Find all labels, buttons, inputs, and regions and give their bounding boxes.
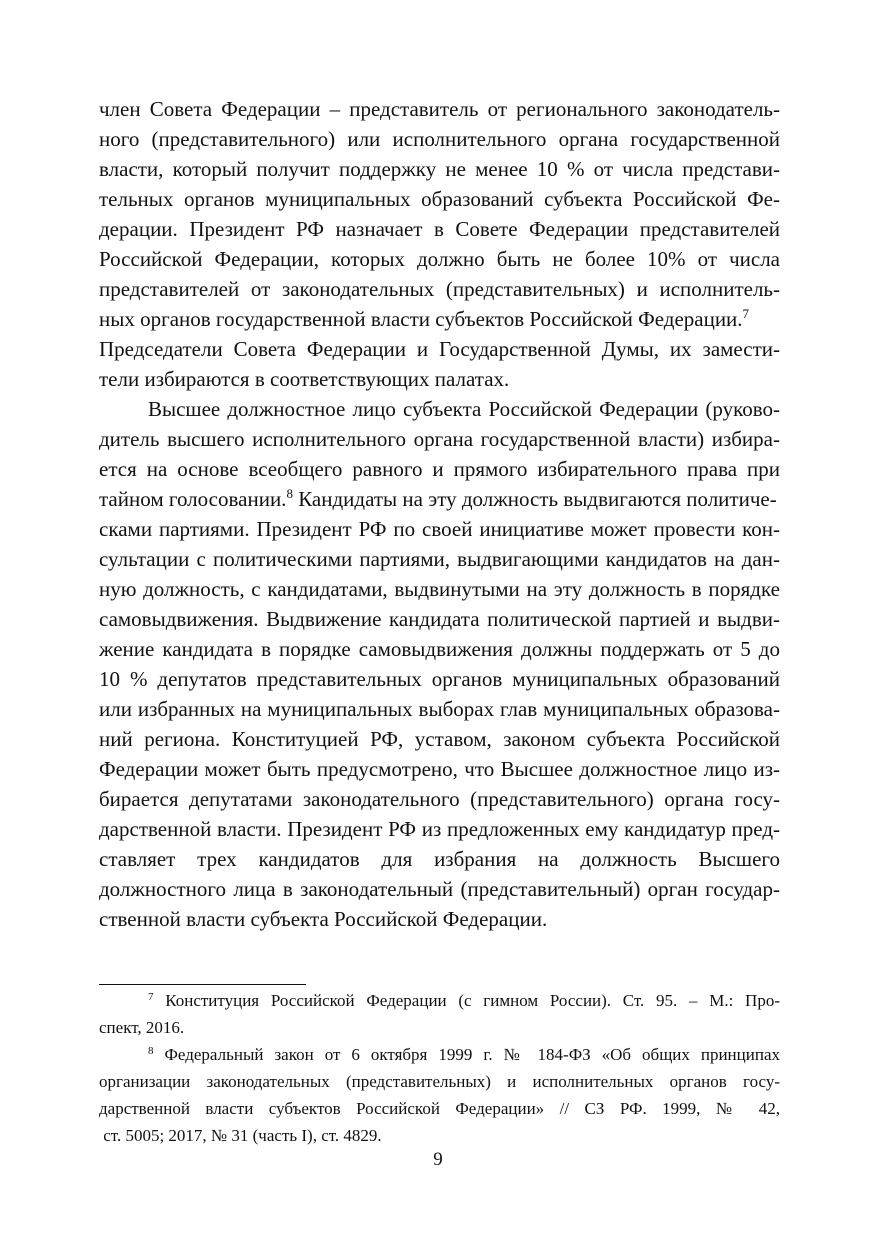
footnote-line: дарственной власти субъектов Российской Федерации» // СЗ РФ. 1999, № 42,: [99, 1099, 780, 1118]
text-line: жение кандидата в порядке самовыдвижения должны поддержать от 5 до: [99, 637, 780, 661]
footnote-divider: [99, 984, 306, 985]
footnote-reference: 8: [286, 486, 293, 501]
text-line: ставляет трех кандидатов для избрания на должность Высшего: [99, 847, 780, 871]
paragraph-1: [99, 94, 780, 394]
footnote-8: [99, 1041, 780, 1149]
footnote-line: организации законодательных (представительных) и исполнительных органов госу-: [99, 1072, 780, 1091]
line-text: Федеральный закон от 6 октября 1999 г. № 184-ФЗ «Об общих принципах: [153, 1045, 780, 1064]
text-line: Российской Федерации, которых должно быть не более 10% от числа: [99, 247, 780, 271]
text-line: или избранных на муниципальных выборах глав муниципальных образова-: [99, 697, 780, 721]
text-line: ний региона. Конституцией РФ, уставом, законом субъекта Российской: [99, 727, 780, 751]
text-line: [99, 484, 780, 514]
text-line: сультации с политическими партиями, выдвигающими кандидатов на дан-: [99, 547, 780, 571]
text-line: 10 % депутатов представительных органов муниципальных образований: [99, 667, 780, 691]
footnote-7: [99, 987, 780, 1041]
text-line: представителей от законодательных (представительных) и исполнитель-: [99, 277, 780, 301]
text-line: бирается депутатами законодательного (представительного) органа госу-: [99, 787, 780, 811]
text-line: ется на основе всеобщего равного и прямого избирательного права при: [99, 457, 780, 481]
text-line: должностного лица в законодательный (представительный) орган государ-: [99, 877, 780, 901]
text-line: дарственной власти. Президент РФ из предложенных ему кандидатур пред-: [99, 817, 780, 841]
page-number: 9: [433, 1149, 443, 1170]
text-line: самовыдвижения. Выдвижение кандидата политической партией и выдви-: [99, 607, 780, 631]
text-line: Высшее должностное лицо субъекта Российской Федерации (руково-: [148, 397, 780, 421]
text-line: [99, 304, 780, 334]
footnote-number: 7: [148, 991, 154, 1003]
text-line: власти, который получит поддержку не менее 10 % от числа представи-: [99, 157, 780, 181]
footnote-line: [99, 1041, 780, 1068]
main-text: [99, 94, 780, 934]
text-line: Председатели Совета Федерации и Государственной Думы, их замести-: [99, 337, 780, 361]
footnotes: [99, 987, 780, 1149]
text-line: Федерации может быть предусмотрено, что Высшее должностное лицо из-: [99, 757, 780, 781]
line-text: Кандидаты на эту должность выдвигаются политиче-: [292, 487, 777, 511]
text-line: дерации. Президент РФ назначает в Совете Федерации представителей: [99, 217, 780, 241]
text-line: ную должность, с кандидатами, выдвинутыми на эту должность в порядке: [99, 577, 780, 601]
line-text: Конституция Российской Федерации (с гимном России). Ст. 95. – М.: Про-: [153, 991, 780, 1010]
text-line: ственной власти субъекта Российской Федерации.: [99, 907, 548, 931]
line-text: тайном голосовании.: [99, 487, 287, 511]
text-line: ного (представительного) или исполнительного органа государственной: [99, 127, 780, 151]
footnote-line: спект, 2016.: [99, 1018, 185, 1037]
line-text: ных органов государственной власти субъектов Российской Федерации.: [99, 307, 743, 331]
paragraph-2: [99, 394, 780, 934]
text-line: дитель высшего исполнительного органа государственной власти) избира-: [99, 427, 780, 451]
footnote-line: ст. 5005; 2017, № 31 (часть I), ст. 4829.: [99, 1126, 382, 1145]
text-line: член Совета Федерации – представитель от регионального законодатель-: [99, 97, 780, 121]
text-line: сками партиями. Президент РФ по своей инициативе может провести кон-: [99, 517, 780, 541]
footnote-line: [99, 987, 780, 1014]
footnote-number: 8: [148, 1045, 154, 1057]
text-line: тели избираются в соответствующих палатах.: [99, 367, 510, 391]
footnote-reference: 7: [742, 306, 750, 321]
text-line: тельных органов муниципальных образований субъекта Российской Фе-: [99, 187, 780, 211]
